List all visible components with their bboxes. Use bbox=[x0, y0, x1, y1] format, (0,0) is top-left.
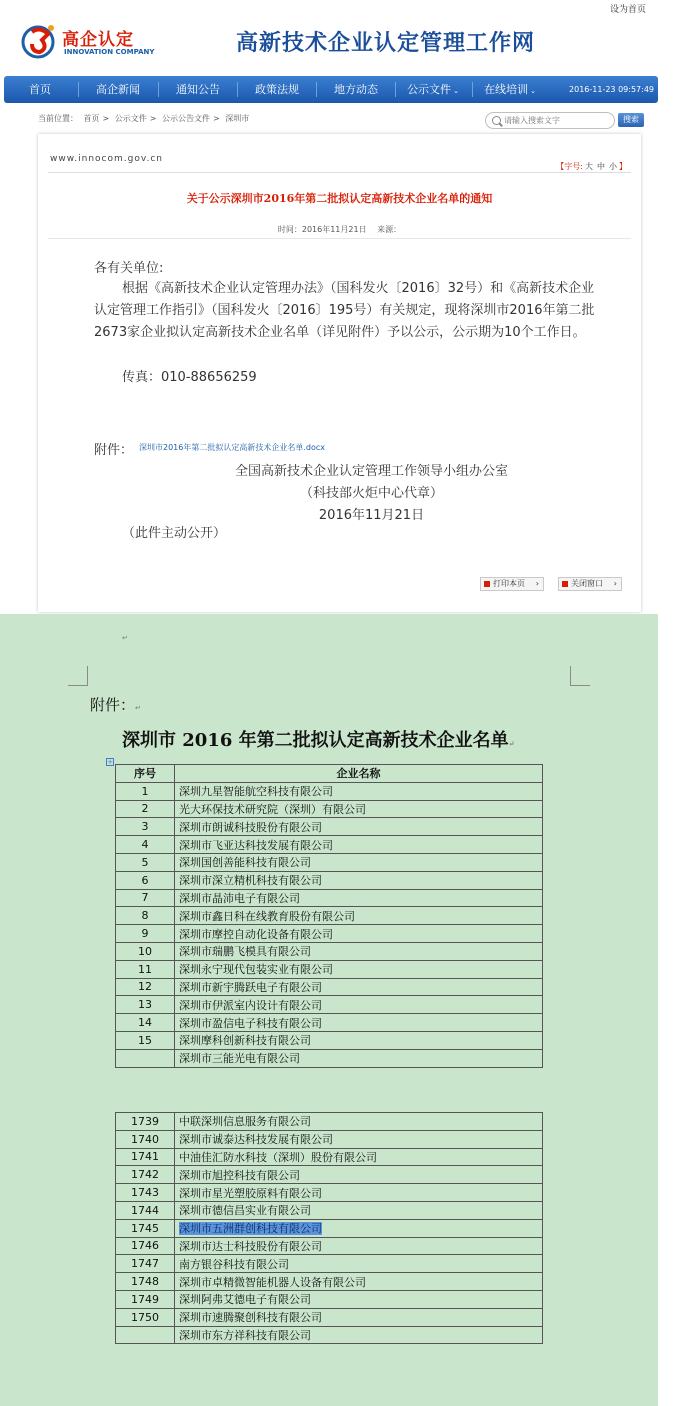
company-table bbox=[115, 1112, 543, 1344]
breadcrumb-separator: > bbox=[149, 114, 157, 123]
company-name-text: 深圳国创善能科技有限公司 bbox=[179, 856, 311, 870]
row-number bbox=[116, 1326, 175, 1344]
attachment-link[interactable]: 深圳市2016年第二批拟认定高新技术企业名单.docx bbox=[139, 443, 326, 452]
table-row bbox=[116, 978, 543, 996]
search-icon bbox=[492, 116, 501, 125]
site-logo[interactable] bbox=[18, 18, 158, 62]
company-name bbox=[175, 889, 543, 907]
table-row bbox=[116, 1014, 543, 1032]
table-row bbox=[116, 1219, 543, 1237]
search-input[interactable] bbox=[504, 114, 610, 127]
row-number: 1741 bbox=[116, 1148, 175, 1166]
company-name bbox=[175, 1273, 543, 1291]
row-number: 1739 bbox=[116, 1113, 175, 1131]
company-name bbox=[175, 1031, 543, 1049]
row-number bbox=[116, 1049, 175, 1067]
row-number: 1749 bbox=[116, 1290, 175, 1308]
company-name-text: 深圳市五洲群创科技有限公司 bbox=[179, 1222, 322, 1236]
row-number: 1740 bbox=[116, 1130, 175, 1148]
nav-item-notice[interactable]: 通知公告 bbox=[176, 83, 220, 96]
company-name-text: 深圳市深立精机科技有限公司 bbox=[179, 874, 322, 888]
company-name-text: 深圳市朗诚科技股份有限公司 bbox=[179, 820, 322, 834]
document-preview bbox=[0, 614, 658, 1406]
font-size-end: 】 bbox=[619, 162, 627, 171]
crop-mark bbox=[68, 666, 88, 686]
nav-item-local[interactable]: 地方动态 bbox=[334, 83, 378, 96]
source-label: 来源： bbox=[377, 225, 402, 234]
table-row bbox=[116, 800, 543, 818]
nav-divider bbox=[316, 82, 317, 97]
close-button-label: 关闭窗口 bbox=[571, 579, 603, 588]
company-name bbox=[175, 818, 543, 836]
company-name-text: 光大环保技术研究院（深圳）有限公司 bbox=[179, 802, 366, 816]
company-name-text: 深圳市摩控自动化设备有限公司 bbox=[179, 927, 333, 941]
company-name bbox=[175, 871, 543, 889]
breadcrumb-separator: > bbox=[213, 114, 220, 123]
company-table bbox=[115, 764, 543, 1068]
font-size-small[interactable]: 小 bbox=[609, 162, 617, 171]
breadcrumb-separator: > bbox=[102, 114, 110, 123]
table-row bbox=[116, 942, 543, 960]
article-meta bbox=[38, 224, 641, 235]
breadcrumb-item[interactable]: 公示文件 bbox=[114, 114, 147, 123]
company-name-text: 深圳市飞亚达科技发展有限公司 bbox=[179, 838, 333, 852]
table-move-handle-icon[interactable]: + bbox=[107, 758, 113, 766]
breadcrumb-item[interactable]: 首页 bbox=[83, 114, 100, 123]
paragraph-mark-icon: ↵ bbox=[508, 739, 515, 748]
doc-title-text: 深圳市 2016 年第二批拟认定高新技术企业名单 bbox=[122, 730, 509, 751]
company-name-text: 中联深圳信息服务有限公司 bbox=[179, 1115, 311, 1129]
breadcrumb-item[interactable]: 深圳市 bbox=[225, 114, 250, 123]
table-row bbox=[116, 1273, 543, 1291]
company-name bbox=[175, 853, 543, 871]
row-number: 6 bbox=[116, 871, 175, 889]
main-nav bbox=[4, 76, 658, 103]
table-row bbox=[116, 907, 543, 925]
table-row bbox=[116, 1326, 543, 1344]
fax-number: 传真：010-88656259 bbox=[122, 370, 257, 385]
table-row bbox=[116, 1113, 543, 1131]
company-name bbox=[175, 978, 543, 996]
company-name bbox=[175, 1184, 543, 1202]
company-name bbox=[175, 1237, 543, 1255]
company-name-text: 中油佳汇防水科技（深圳）股份有限公司 bbox=[179, 1150, 377, 1164]
company-name-text: 深圳市伊派室内设计有限公司 bbox=[179, 998, 322, 1012]
search-button[interactable]: 搜索 bbox=[618, 113, 644, 127]
font-size-large[interactable]: 大 bbox=[585, 162, 593, 171]
chevron-down-icon: ⌄ bbox=[453, 87, 459, 95]
row-number: 14 bbox=[116, 1014, 175, 1032]
row-number: 1744 bbox=[116, 1201, 175, 1219]
table-row bbox=[116, 853, 543, 871]
table-row bbox=[116, 1148, 543, 1166]
company-name-text: 深圳阿弗艾德电子有限公司 bbox=[179, 1293, 311, 1307]
nav-item-training[interactable] bbox=[474, 76, 546, 103]
row-number: 1748 bbox=[116, 1273, 175, 1291]
company-name bbox=[175, 800, 543, 818]
row-number: 2 bbox=[116, 800, 175, 818]
row-number: 9 bbox=[116, 925, 175, 943]
table-top-section bbox=[110, 764, 550, 1066]
top-bar bbox=[0, 0, 658, 14]
company-name-text: 深圳市星光塑胶原料有限公司 bbox=[179, 1186, 322, 1200]
attachment-label: 附件： bbox=[94, 443, 134, 458]
article-paragraph bbox=[94, 278, 604, 344]
table-row bbox=[116, 1184, 543, 1202]
article-paragraph-text: 根据《高新技术企业认定管理办法》（国科发火〔2016〕32号）和《高新技术企业认定管理工作指引》（国科发火〔2016〕195号）有关规定，现将深圳市2016年第二批2673家企业拟认定高新技术企业名单（详见附件）予以公示，公示期为10个工作日。 bbox=[94, 281, 595, 340]
column-header: 企业名称 bbox=[175, 765, 543, 783]
company-name bbox=[175, 1255, 543, 1273]
row-number: 1742 bbox=[116, 1166, 175, 1184]
row-number: 15 bbox=[116, 1031, 175, 1049]
sign-office: 全国高新技术企业认定管理工作领导小组办公室 bbox=[234, 464, 508, 479]
row-number: 1 bbox=[116, 782, 175, 800]
company-name bbox=[175, 1290, 543, 1308]
column-header: 序号 bbox=[116, 765, 175, 783]
table-row bbox=[116, 925, 543, 943]
table-row bbox=[116, 1166, 543, 1184]
site-title: 高新技术企业认定管理工作网 bbox=[236, 30, 536, 56]
chevron-down-icon: ⌄ bbox=[530, 87, 536, 95]
row-number: 1743 bbox=[116, 1184, 175, 1202]
sign-date: 2016年11月21日 bbox=[318, 508, 425, 523]
nav-divider bbox=[158, 82, 159, 97]
arrow-right-icon: › bbox=[535, 579, 539, 588]
crop-mark bbox=[570, 666, 590, 686]
arrow-right-icon: › bbox=[613, 579, 617, 588]
font-size-switcher bbox=[556, 161, 627, 172]
close-icon bbox=[562, 581, 568, 587]
nav-item-publicity[interactable] bbox=[397, 76, 469, 103]
font-size-label: 【字号: bbox=[556, 162, 583, 171]
company-name bbox=[175, 1014, 543, 1032]
company-name bbox=[175, 907, 543, 925]
company-name-text: 深圳市德信昌实业有限公司 bbox=[179, 1204, 311, 1218]
row-number: 7 bbox=[116, 889, 175, 907]
search-box bbox=[485, 112, 615, 129]
divider bbox=[48, 238, 631, 239]
breadcrumb-item[interactable]: 公示公告文件 bbox=[162, 114, 211, 123]
doc-title bbox=[122, 726, 515, 752]
company-name bbox=[175, 960, 543, 978]
company-name-text: 深圳市新宇腾跃电子有限公司 bbox=[179, 980, 322, 994]
article-panel bbox=[38, 134, 641, 612]
nav-item-home[interactable]: 首页 bbox=[29, 83, 51, 96]
site-domain: www.innocom.gov.cn bbox=[50, 154, 163, 164]
company-name-text: 深圳市诚泰达科技发展有限公司 bbox=[179, 1133, 333, 1147]
company-name-text: 深圳市鑫日科在线教育股份有限公司 bbox=[179, 909, 355, 923]
company-name bbox=[175, 836, 543, 854]
row-number: 8 bbox=[116, 907, 175, 925]
company-name bbox=[175, 1201, 543, 1219]
nav-item-publicity-label: 公示文件 bbox=[407, 83, 452, 96]
company-name bbox=[175, 1219, 543, 1237]
table-row bbox=[116, 782, 543, 800]
sign-agent: （科技部火炬中心代章） bbox=[299, 486, 443, 501]
nav-divider bbox=[472, 82, 473, 97]
row-number: 1747 bbox=[116, 1255, 175, 1273]
open-note: （此件主动公开） bbox=[122, 526, 227, 541]
company-name-text: 深圳市瑞鹏飞模具有限公司 bbox=[179, 945, 311, 959]
company-name bbox=[175, 925, 543, 943]
nav-item-news[interactable]: 高企新闻 bbox=[96, 83, 140, 96]
company-name-text: 深圳市速腾聚创科技有限公司 bbox=[179, 1311, 322, 1325]
row-number: 12 bbox=[116, 978, 175, 996]
breadcrumb bbox=[38, 113, 252, 124]
table-row bbox=[116, 836, 543, 854]
company-name-text: 深圳市晶沛电子有限公司 bbox=[179, 891, 300, 905]
doc-attachment-label-text: 附件： bbox=[90, 696, 136, 714]
company-name-text: 深圳市三能光电有限公司 bbox=[179, 1052, 300, 1066]
table-row bbox=[116, 1290, 543, 1308]
row-number: 11 bbox=[116, 960, 175, 978]
font-size-medium[interactable]: 中 bbox=[597, 162, 605, 171]
divider bbox=[48, 172, 631, 173]
company-name-text: 深圳市盈信电子科技有限公司 bbox=[179, 1016, 322, 1030]
set-home-link[interactable]: 设为首页 bbox=[609, 5, 646, 15]
table-row bbox=[116, 1130, 543, 1148]
row-number: 1745 bbox=[116, 1219, 175, 1237]
company-name-text: 深圳摩科创新科技有限公司 bbox=[179, 1034, 311, 1048]
table-row bbox=[116, 1201, 543, 1219]
row-number: 1746 bbox=[116, 1237, 175, 1255]
table-row bbox=[116, 1255, 543, 1273]
paragraph-mark-icon: ↵ bbox=[122, 634, 128, 642]
nav-datetime: 2016-11-23 09:57:49 bbox=[569, 85, 654, 94]
company-name-text: 深圳市达士科技股份有限公司 bbox=[179, 1239, 322, 1253]
logo-text-cn: 高企认定 bbox=[62, 30, 134, 50]
table-row bbox=[116, 1237, 543, 1255]
table-row bbox=[116, 960, 543, 978]
row-number: 4 bbox=[116, 836, 175, 854]
print-button-label: 打印本页 bbox=[493, 579, 525, 588]
company-name-text: 深圳市旭控科技有限公司 bbox=[179, 1168, 300, 1182]
publish-date: 2016年11月21日 bbox=[301, 225, 367, 234]
company-name bbox=[175, 1326, 543, 1344]
paragraph-mark-icon: ↵ bbox=[135, 704, 141, 712]
greeting: 各有关单位: bbox=[94, 261, 164, 276]
doc-attachment-label bbox=[90, 694, 141, 715]
company-name bbox=[175, 942, 543, 960]
article-title: 关于公示深圳市2016年第二批拟认定高新技术企业名单的通知 bbox=[186, 192, 493, 205]
row-number: 10 bbox=[116, 942, 175, 960]
breadcrumb-label: 当前位置： bbox=[38, 114, 78, 123]
nav-divider bbox=[78, 82, 79, 97]
time-label: 时间： bbox=[277, 225, 302, 234]
table-row bbox=[116, 818, 543, 836]
row-number: 13 bbox=[116, 996, 175, 1014]
nav-item-policy[interactable]: 政策法规 bbox=[255, 83, 299, 96]
company-name bbox=[175, 1049, 543, 1067]
table-row bbox=[116, 1049, 543, 1067]
nav-item-training-label: 在线培训 bbox=[484, 83, 529, 96]
company-name bbox=[175, 1130, 543, 1148]
logo-icon bbox=[18, 18, 62, 62]
close-window-button[interactable] bbox=[558, 577, 622, 591]
company-name bbox=[175, 1113, 543, 1131]
company-name-text: 深圳永宁现代包装实业有限公司 bbox=[179, 963, 333, 977]
nav-divider bbox=[395, 82, 396, 97]
table-header-row bbox=[116, 765, 543, 783]
print-icon bbox=[484, 581, 490, 587]
company-name-text: 深圳九星智能航空科技有限公司 bbox=[179, 785, 333, 799]
table-row bbox=[116, 996, 543, 1014]
row-number: 1750 bbox=[116, 1308, 175, 1326]
company-name-text: 深圳市东方祥科技有限公司 bbox=[179, 1328, 311, 1342]
company-name-text: 南方银谷科技有限公司 bbox=[179, 1257, 289, 1271]
table-bottom-section bbox=[110, 1114, 550, 1342]
print-button[interactable] bbox=[480, 577, 544, 591]
nav-divider bbox=[237, 82, 238, 97]
company-name bbox=[175, 996, 543, 1014]
company-name-text: 深圳市卓精微智能机器人设备有限公司 bbox=[179, 1275, 366, 1289]
company-name bbox=[175, 1148, 543, 1166]
logo-text-en: INNOVATION COMPANY bbox=[64, 48, 155, 56]
company-name bbox=[175, 782, 543, 800]
company-name bbox=[175, 1166, 543, 1184]
company-name bbox=[175, 1308, 543, 1326]
table-row bbox=[116, 1308, 543, 1326]
row-number: 3 bbox=[116, 818, 175, 836]
table-row bbox=[116, 871, 543, 889]
row-number: 5 bbox=[116, 853, 175, 871]
table-row bbox=[116, 889, 543, 907]
table-row bbox=[116, 1031, 543, 1049]
